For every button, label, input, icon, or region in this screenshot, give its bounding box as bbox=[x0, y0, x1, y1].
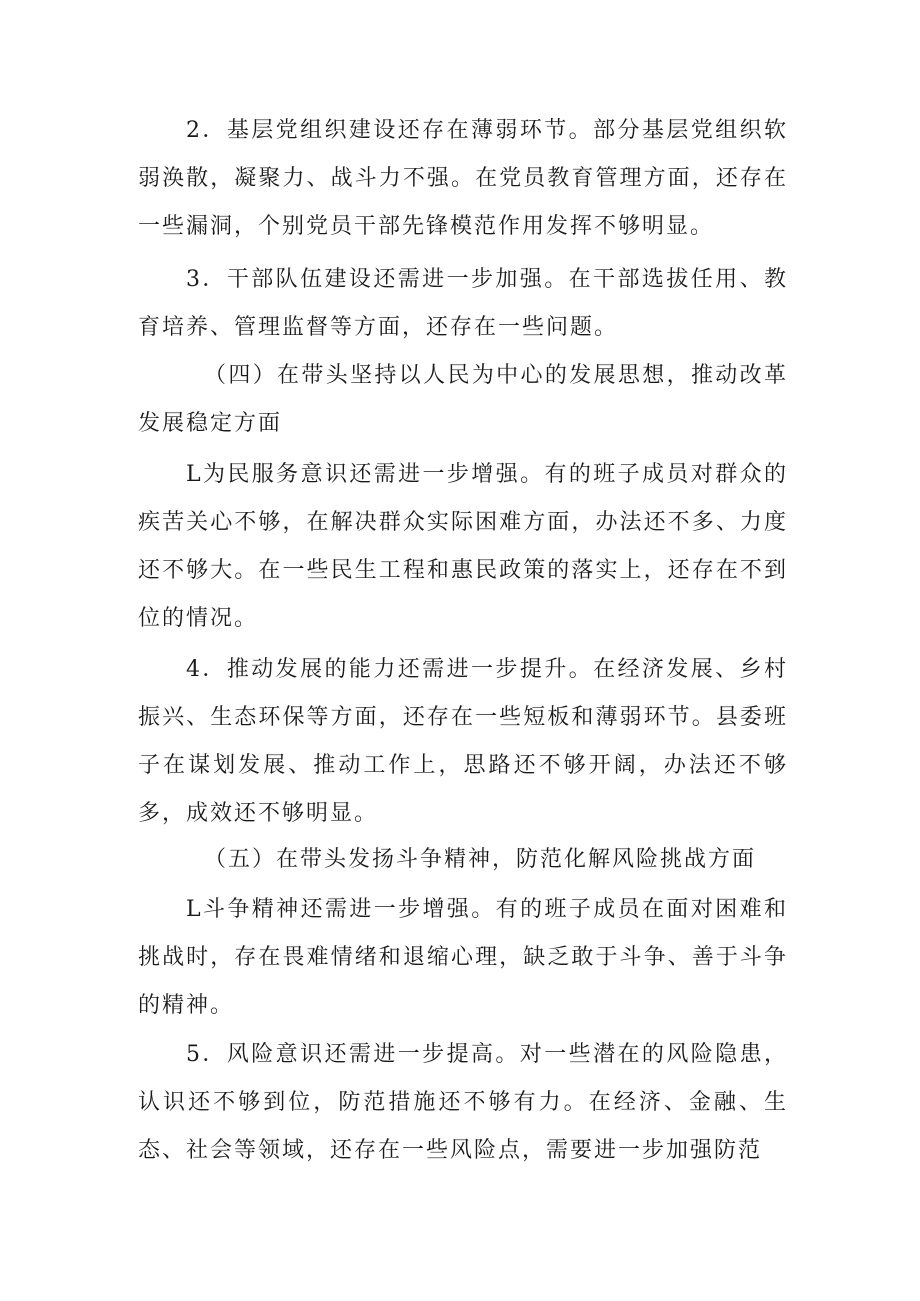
paragraph-risk-awareness: 5．风险意识还需进一步提高。对一些潜在的风险隐患，认识还不够到位，防范措施还不够有力。在经济、金融、生态、社会等领域，还存在一些风险点，需要进一步加强防范 bbox=[138, 1042, 788, 1163]
paragraph-cadre-team: 3．干部队伍建设还需进一步加强。在干部选拔任用、教育培养、管理监督等方面，还存在一些问题。 bbox=[138, 267, 788, 340]
paragraph-struggle-spirit: L斗争精神还需进一步增强。有的班子成员在面对困难和挑战时，存在畏难情绪和退缩心理，缺乏敢于斗争、善于斗争的精神。 bbox=[138, 897, 788, 1018]
section-heading-four: （四）在带头坚持以人民为中心的发展思想，推动改革发展稳定方面 bbox=[138, 363, 788, 436]
paragraph-serve-people: L为民服务意识还需进一步增强。有的班子成员对群众的疾苦关心不够，在解决群众实际困难方面，办法还不多、力度还不够大。在一些民生工程和惠民政策的落实上，还存在不到位的情况。 bbox=[138, 462, 788, 631]
paragraph-development-ability: 4．推动发展的能力还需进一步提升。在经济发展、乡村振兴、生态环保等方面，还存在一些短板和薄弱环节。县委班子在谋划发展、推动工作上，思路还不够开阔，办法还不够多，成效还不够明显。 bbox=[138, 657, 788, 826]
paragraph-party-organization: 2．基层党组织建设还存在薄弱环节。部分基层党组织软弱涣散，凝聚力、战斗力不强。在党员教育管理方面，还存在一些漏洞，个别党员干部先锋模范作用发挥不够明显。 bbox=[138, 118, 788, 239]
section-heading-five: （五）在带头发扬斗争精神，防范化解风险挑战方面 bbox=[204, 847, 757, 872]
